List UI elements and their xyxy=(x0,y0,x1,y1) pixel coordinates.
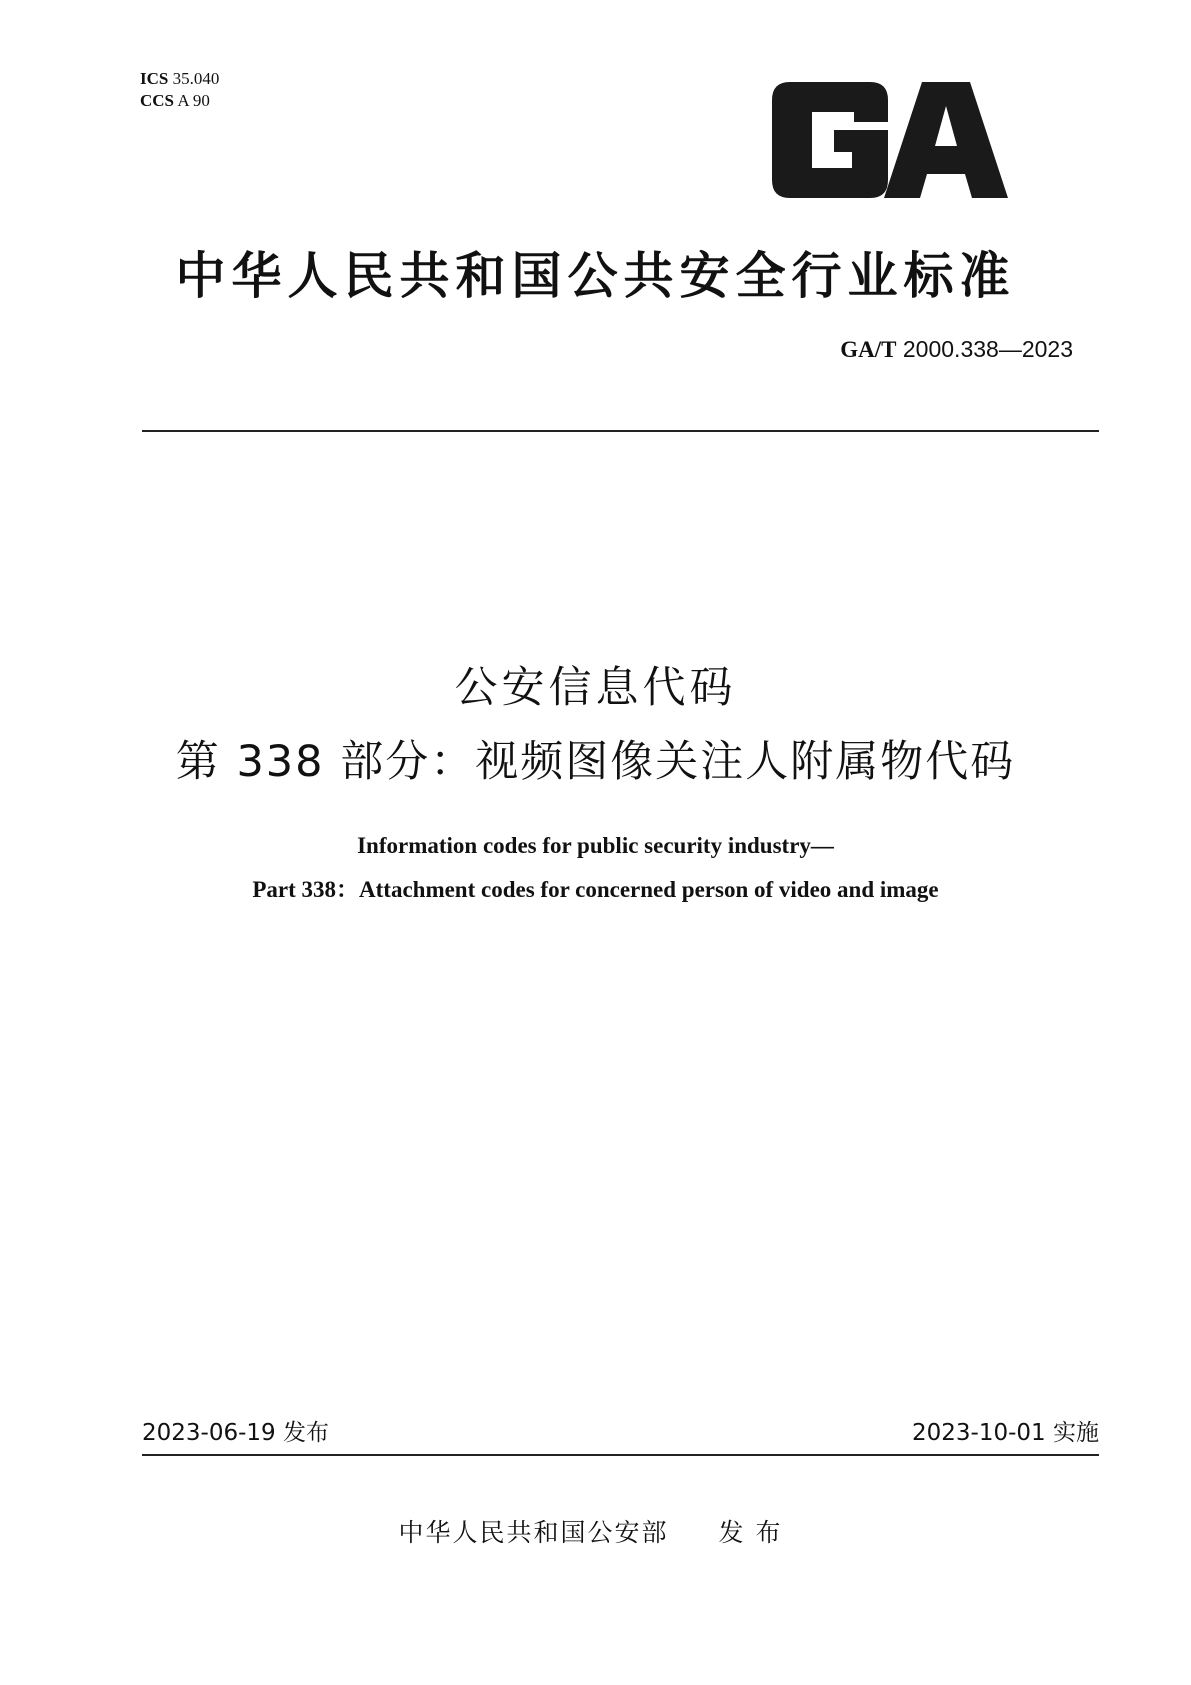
document-title-en-line2: Part 338：Attachment codes for concerned person of video and image xyxy=(252,877,939,902)
ga-logo-letter-a xyxy=(884,82,1008,198)
ga-logo-letter-g xyxy=(772,82,888,198)
document-title-en-line1: Information codes for public security industry— xyxy=(357,833,834,858)
standard-category: 中华人民共和国公共安全行业标准 xyxy=(175,247,1016,305)
ccs-code xyxy=(140,90,219,112)
ga-logo xyxy=(772,82,1008,198)
issue-date: 2023-06-19 发布 xyxy=(142,1420,329,1446)
standard-number-value: 2000.338—2023 xyxy=(902,336,1073,362)
standard-number xyxy=(840,336,1073,363)
ics-value: 35.040 xyxy=(172,69,220,88)
ics-label: ICS xyxy=(140,69,169,88)
implementation-date: 2023-10-01 实施 xyxy=(912,1420,1099,1446)
document-title-zh-line2: 第 338 部分：视频图像关注人附属物代码 xyxy=(175,737,1016,787)
classification-codes xyxy=(140,68,219,112)
ccs-value: A 90 xyxy=(177,91,210,110)
publisher-name: 中华人民共和国公安部 xyxy=(398,1518,669,1547)
ccs-label: CCS xyxy=(140,91,175,110)
footer-divider xyxy=(142,1454,1099,1456)
publisher-action: 发布 xyxy=(718,1518,793,1547)
document-title-zh-line1: 公安信息代码 xyxy=(454,663,737,713)
ics-code xyxy=(140,68,219,90)
header-divider xyxy=(142,430,1099,432)
publisher-line xyxy=(0,1513,1191,1549)
standard-number-prefix: GA/T xyxy=(840,337,897,362)
